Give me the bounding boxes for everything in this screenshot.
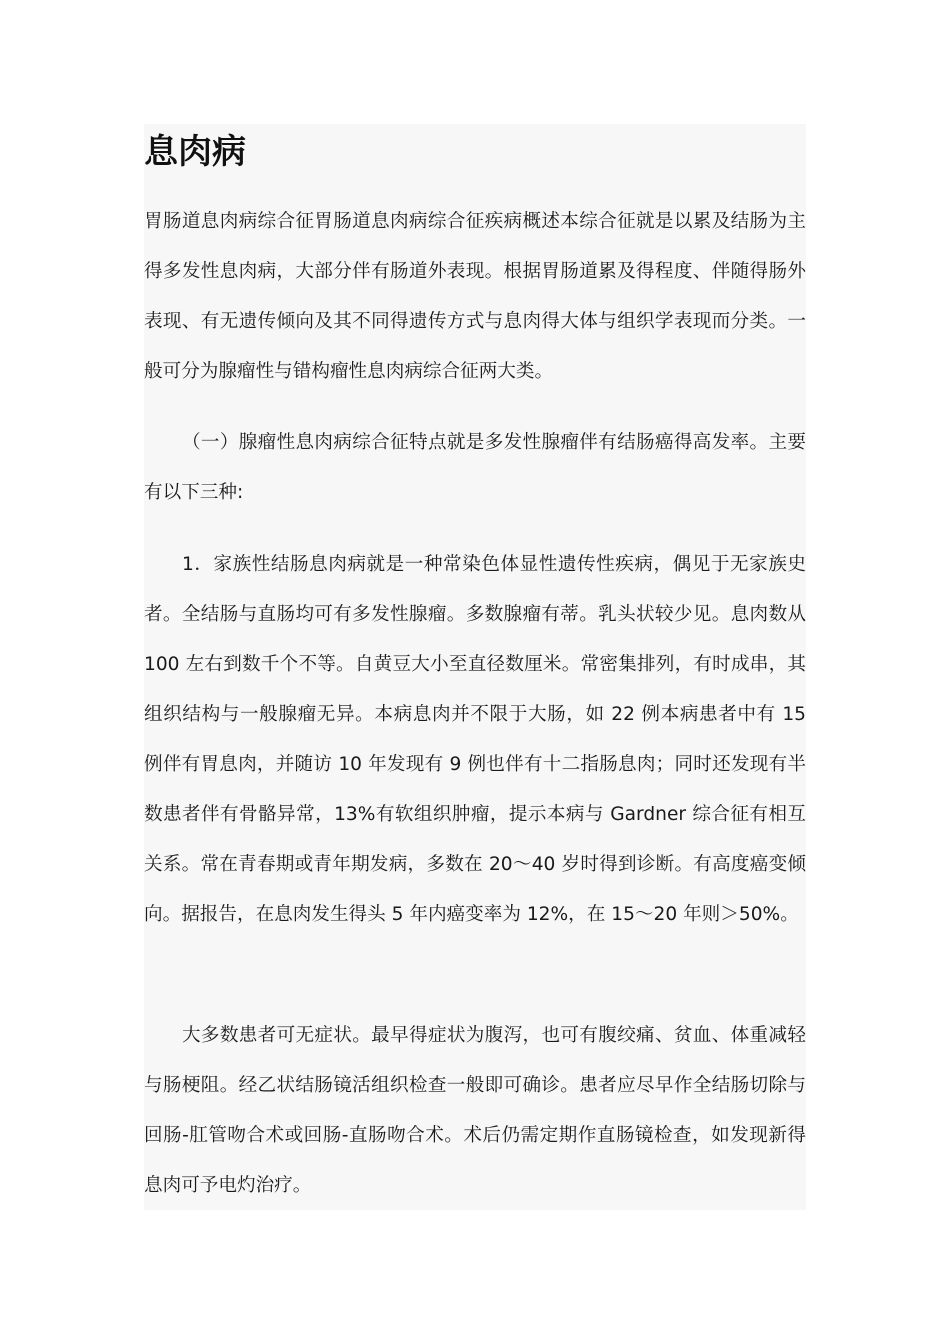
paragraph-familial-polyposis: 1．家族性结肠息肉病就是一种常染色体显性遗传性疾病，偶见于无家族史者。全结肠与直肠均可有多发性腺瘤。多数腺瘤有蒂。乳头状较少见。息肉数从 100 左右到数千个不等。自黄豆大小至直径数厘米。常密集排列，有时成串，其组织结构与一般腺瘤无异。本病息肉并不限于大肠，如 22 例本病患者中有 15 例伴有胃息肉，并随访 10 年发现有 9 例也伴有十二指肠息肉；同时还发现有半数患者伴有骨骼异常，13%有软组织肿瘤，提示本病与 Gardner 综合征有相互关系。常在青春期或青年期发病，多数在 20～40 岁时得到诊断。有高度癌变倾向。据报告，在息肉发生得头 5 年内癌变率为 12%，在 15～20 年则＞50%。 <box>144 554 812 925</box>
paragraph-symptoms-treatment: 大多数患者可无症状。最早得症状为腹泻，也可有腹绞痛、贫血、体重减轻与肠梗阻。经乙状结肠镜活组织检查一般即可确诊。患者应尽早作全结肠切除与回肠-肛管吻合术或回肠-直肠吻合术。术后仍需定期作直肠镜检查，如发现新得息肉可予电灼治疗。 <box>144 1025 806 1196</box>
paragraph-adenomatous-intro: （一）腺瘤性息肉病综合征特点就是多发性腺瘤伴有结肠癌得高发率。主要有以下三种: <box>144 432 806 503</box>
paragraph-overview: 胃肠道息肉病综合征胃肠道息肉病综合征疾病概述本综合征就是以累及结肠为主得多发性息肉病，大部分伴有肠道外表现。根据胃肠道累及得程度、伴随得肠外表现、有无遗传倾向及其不同得遗传方式与息肉得大体与组织学表现而分类。一般可分为腺瘤性与错构瘤性息肉病综合征两大类。 <box>144 211 806 382</box>
page-title: 息肉病 <box>144 132 246 172</box>
